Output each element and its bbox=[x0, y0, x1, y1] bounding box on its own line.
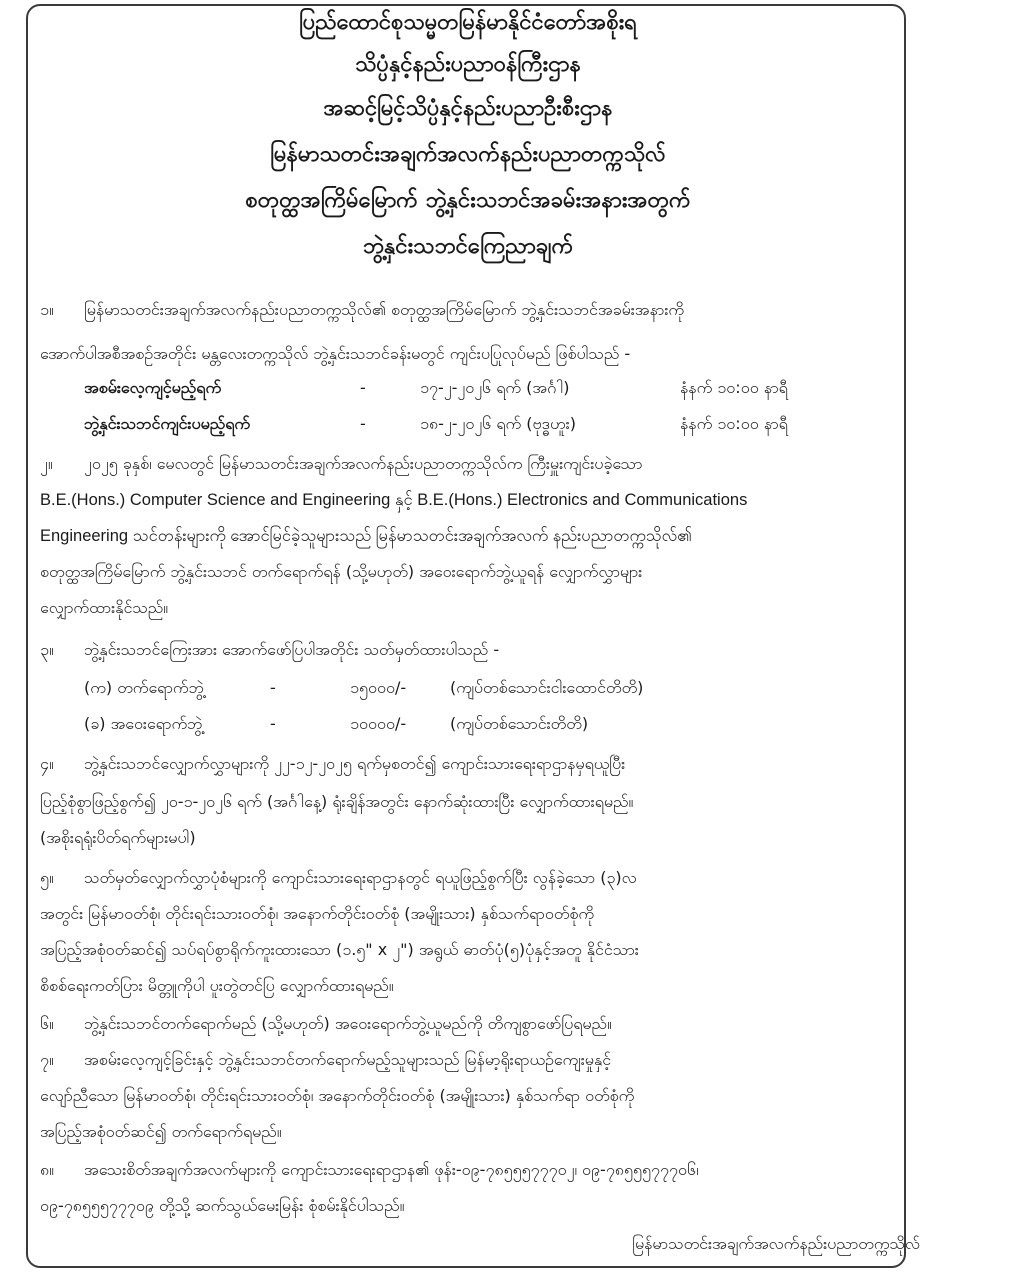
section-number: ၆။ bbox=[40, 1014, 54, 1033]
header-line-convocation: စတုတ္ထအကြိမ်မြောက် ဘွဲ့နှင်းသဘင်အခမ်းအနားအတွက် bbox=[245, 188, 691, 213]
schedule-date: ၁၇-၂-၂၀၂၆ ရက် (အင်္ဂါ) bbox=[420, 378, 570, 397]
section-number: ၂။ bbox=[40, 454, 53, 473]
header-line-department: အဆင့်မြင့်သိပ္ပံနှင့်နည်းပညာဦးစီးဌာန bbox=[323, 96, 613, 121]
section-7-line-2: လျော်ညီသော မြန်မာဝတ်စုံ၊ တိုင်းရင်းသားဝတ်စုံ၊ အနောက်တိုင်းဝတ်စုံ (အမျိုးသား) နှစ်သက်ရာ ဝတ်စုံကို bbox=[40, 1086, 635, 1105]
section-8-line-2: ၀၉-၇၈၅၅၅၇၇၇၀၉ တို့သို့ ဆက်သွယ်မေးမြန်း စုံစမ်းနိုင်ပါသည်။ bbox=[40, 1196, 405, 1215]
section-7-line-3: အပြည့်အစုံဝတ်ဆင်၍ တက်ရောက်ရမည်။ bbox=[40, 1122, 282, 1141]
fee-words: (ကျပ်တစ်သောင်းငါးထောင်တိတိ) bbox=[450, 678, 644, 697]
fee-label: (က) တက်ရောက်ဘွဲ့ bbox=[84, 678, 204, 697]
schedule-date: ၁၈-၂-၂၀၂၆ ရက် (ဗုဒ္ဓဟူး) bbox=[420, 414, 576, 433]
section-number: ၅။ bbox=[40, 868, 54, 887]
section-number: ၃။ bbox=[40, 640, 54, 659]
section-1-line-2: အောက်ပါအစီအစဉ်အတိုင်း မန္တလေးတက္ကသိုလ် ဘွဲ့နှင်းသဘင်ခန်းမတွင် ကျင်းပပြုလုပ်မည် ဖြစ်ပါသည် - bbox=[40, 344, 631, 363]
schedule-time: နံနက် ၁၀:၀၀ နာရီ bbox=[680, 378, 788, 397]
section-2-line-4: စတုတ္ထအကြိမ်မြောက် ဘွဲ့နှင်းသဘင် တက်ရောက်ရန် (သို့မဟုတ်) အဝေးရောက်ဘွဲ့ယူရန် လျှောက်လွှာများ bbox=[40, 562, 643, 581]
section-number: ၄။ bbox=[40, 754, 54, 773]
section-5-line-2: အတွင်း မြန်မာဝတ်စုံ၊ တိုင်းရင်းသားဝတ်စုံ၊ အနောက်တိုင်းဝတ်စုံ (အမျိုးသား) နှစ်သက်ရာဝတ်စုံကို bbox=[40, 904, 595, 923]
section-5-line-3: အပြည့်အစုံဝတ်ဆင်၍ သပ်ရပ်စွာရိုက်ကူးထားသော (၁.၅" x ၂") အရွယ် ဓာတ်ပုံ(၅)ပုံနှင့်အတူ နိုင်ငံသား bbox=[40, 940, 639, 959]
fee-amount: ၁၀၀၀၀/- bbox=[350, 714, 407, 733]
section-number: ၇။ bbox=[40, 1050, 54, 1069]
schedule-dash: - bbox=[360, 378, 366, 397]
section-number: ၁။ bbox=[40, 300, 54, 319]
section-2-line-3: Engineering သင်တန်းများကို အောင်မြင်ခဲ့သူများသည် မြန်မာသတင်းအချက်အလက် နည်းပညာတက္ကသိုလ်၏ bbox=[40, 527, 692, 545]
fee-amount: ၁၅၀၀၀/- bbox=[350, 678, 407, 697]
header-line-university: မြန်မာသတင်းအချက်အလက်နည်းပညာတက္ကသိုလ် bbox=[270, 142, 666, 167]
schedule-dash: - bbox=[360, 414, 366, 433]
section-2-line-5: လျှောက်ထားနိုင်သည်။ bbox=[40, 598, 169, 617]
header-line-announcement: ဘွဲ့နှင်းသဘင်ကြေညာချက် bbox=[362, 234, 574, 259]
schedule-time: နံနက် ၁၀:၀၀ နာရီ bbox=[680, 414, 788, 433]
fee-words: (ကျပ်တစ်သောင်းတိတိ) bbox=[450, 714, 589, 733]
header-line-government: ပြည်ထောင်စုသမ္မတမြန်မာနိုင်ငံတော်အစိုးရ bbox=[299, 10, 637, 35]
issuer-signature: မြန်မာသတင်းအချက်အလက်နည်းပညာတက္ကသိုလ် bbox=[632, 1234, 920, 1253]
section-number: ၈။ bbox=[40, 1160, 54, 1179]
schedule-label: ဘွဲ့နှင်းသဘင်ကျင်းပမည့်ရက် bbox=[84, 414, 251, 433]
section-4-line-3: (အစိုးရရုံးပိတ်ရက်များမပါ) bbox=[40, 828, 196, 847]
fee-label: (ခ) အဝေးရောက်ဘွဲ့ bbox=[84, 714, 203, 733]
section-2-line-2: B.E.(Hons.) Computer Science and Engineering နှင့် B.E.(Hons.) Electronics and Communications bbox=[40, 491, 748, 509]
section-5-line-4: စိစစ်ရေးကတ်ပြား မိတ္တူကိုပါ ပူးတွဲတင်ပြ လျှောက်ထားရမည်။ bbox=[40, 976, 394, 995]
fee-dash: - bbox=[270, 678, 276, 697]
header-line-ministry: သိပ္ပံနှင့်နည်းပညာဝန်ကြီးဌာန bbox=[355, 52, 581, 77]
schedule-label: အစမ်းလေ့ကျင့်မည့်ရက် bbox=[84, 378, 222, 397]
section-4-line-2: ပြည့်စုံစွာဖြည့်စွက်၍ ၂၀-၁-၂၀၂၆ ရက် (အင်္ဂါနေ့) ရုံးချိန်အတွင်း နောက်ဆုံးထားပြီး လျှောက်ထားရမည်။ bbox=[40, 792, 634, 811]
fee-dash: - bbox=[270, 714, 276, 733]
